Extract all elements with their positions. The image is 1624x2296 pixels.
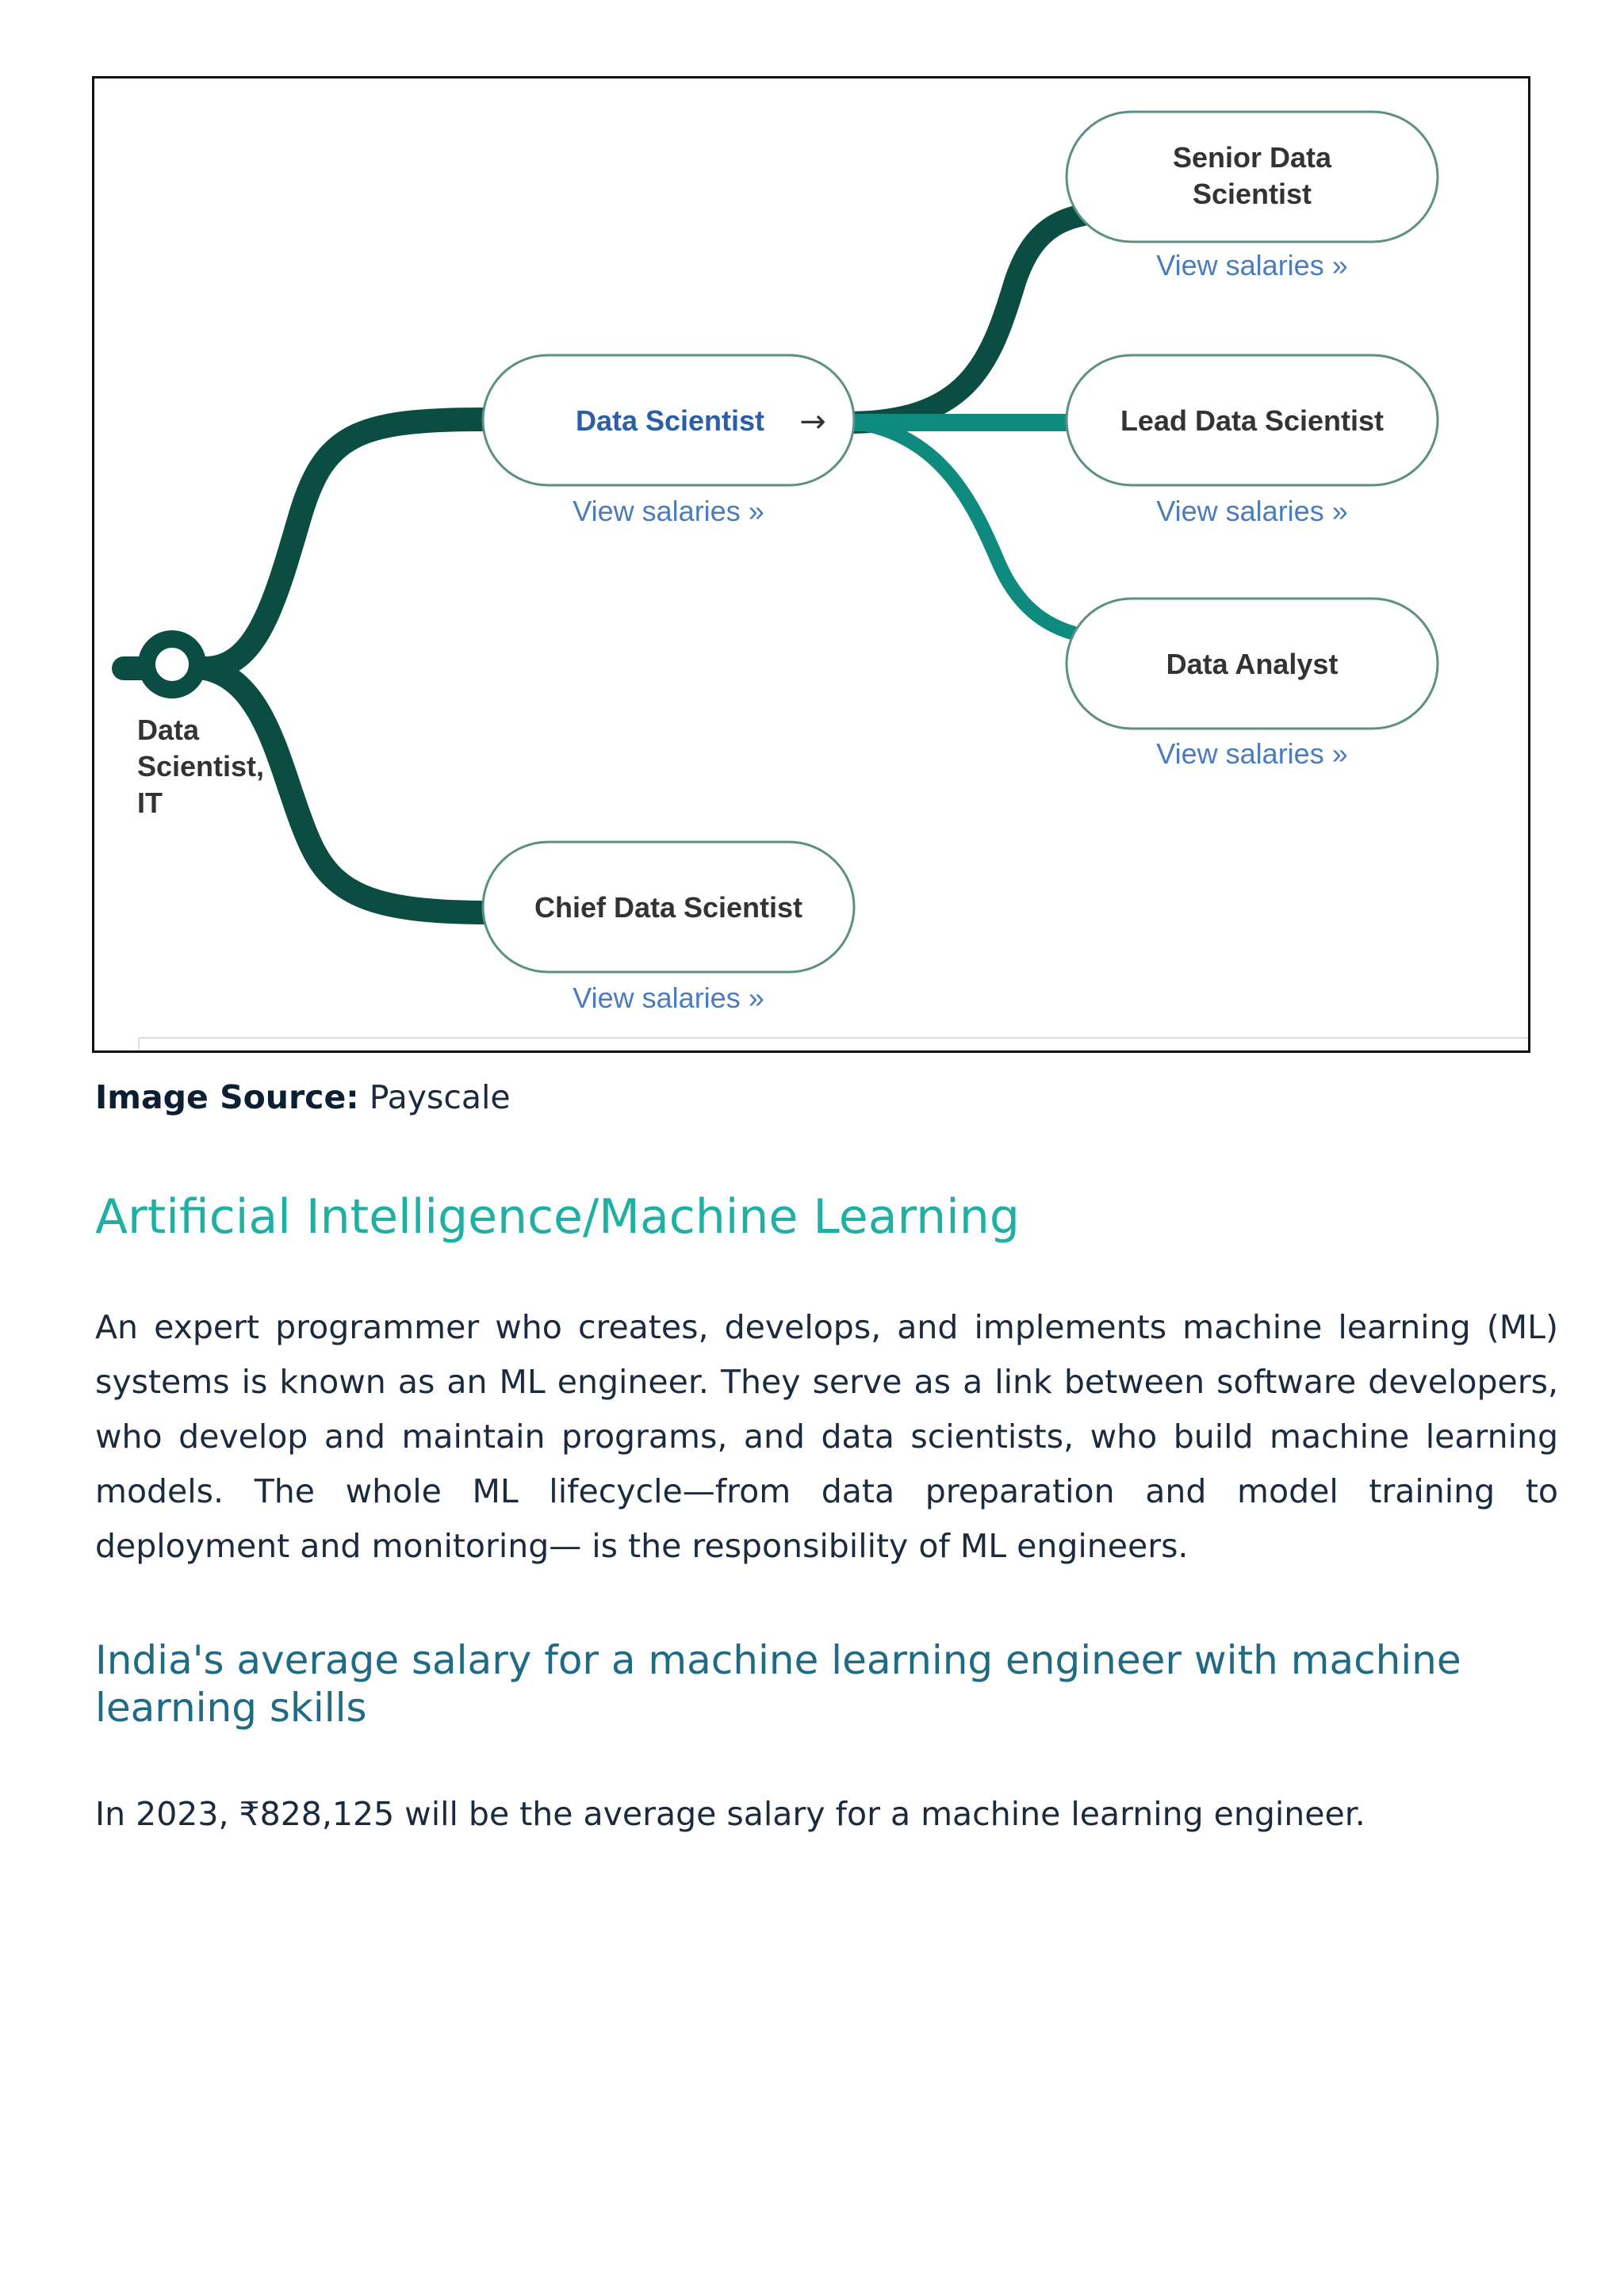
subsection-heading: India's average salary for a machine learning engineer with machine learning skills bbox=[95, 1637, 1461, 1731]
subsection-body: In 2023, ₹828,125 will be the average salary for a machine learning engineer. bbox=[95, 1795, 1365, 1833]
node-senior-label-line-1[interactable]: Senior Data bbox=[1172, 141, 1332, 174]
node-chief-label[interactable]: Chief Data Scientist bbox=[534, 891, 803, 924]
caption-label: Image Source: bbox=[95, 1078, 359, 1116]
root-node-circle bbox=[147, 639, 197, 690]
chief-view-salaries-link[interactable]: View salaries » bbox=[573, 982, 764, 1014]
root-label-line-3: IT bbox=[137, 786, 163, 819]
section-body: An expert programmer who creates, develops, and implements machine learning (ML) systems is known as an ML engineer. They serve as a link between software developers, who develop and maintain programs, and data scientists, who build machine learning models. The whole ML lifecycle—from data preparation and model training to deployment and monitoring— is the responsibility of ML engineers. bbox=[95, 1308, 1558, 1565]
senior-view-salaries-link[interactable]: View salaries » bbox=[1156, 249, 1348, 281]
root-label-line-2: Scientist, bbox=[137, 750, 265, 783]
node-lead-label[interactable]: Lead Data Scientist bbox=[1120, 404, 1385, 437]
analyst-view-salaries-link[interactable]: View salaries » bbox=[1156, 737, 1348, 770]
lead-view-salaries-link[interactable]: View salaries » bbox=[1156, 495, 1348, 527]
career-path-svg bbox=[94, 78, 1528, 1050]
node-senior-label-line-2[interactable]: Scientist bbox=[1192, 178, 1312, 210]
branch-root-to-chief bbox=[205, 668, 491, 913]
career-path-diagram bbox=[92, 76, 1530, 1053]
data-scientist-view-salaries-link[interactable]: View salaries » bbox=[573, 495, 764, 527]
section-heading: Artificial Intelligence/Machine Learning bbox=[95, 1189, 1020, 1245]
node-analyst-label[interactable]: Data Analyst bbox=[1166, 648, 1339, 680]
arrow-right-icon[interactable]: → bbox=[799, 404, 826, 440]
node-data-scientist-label[interactable]: Data Scientist bbox=[575, 404, 765, 437]
image-source-caption bbox=[95, 1078, 511, 1116]
caption-value: Payscale bbox=[369, 1078, 511, 1116]
root-label-line-1: Data bbox=[137, 714, 200, 746]
node-senior-data-scientist[interactable] bbox=[1067, 112, 1438, 242]
